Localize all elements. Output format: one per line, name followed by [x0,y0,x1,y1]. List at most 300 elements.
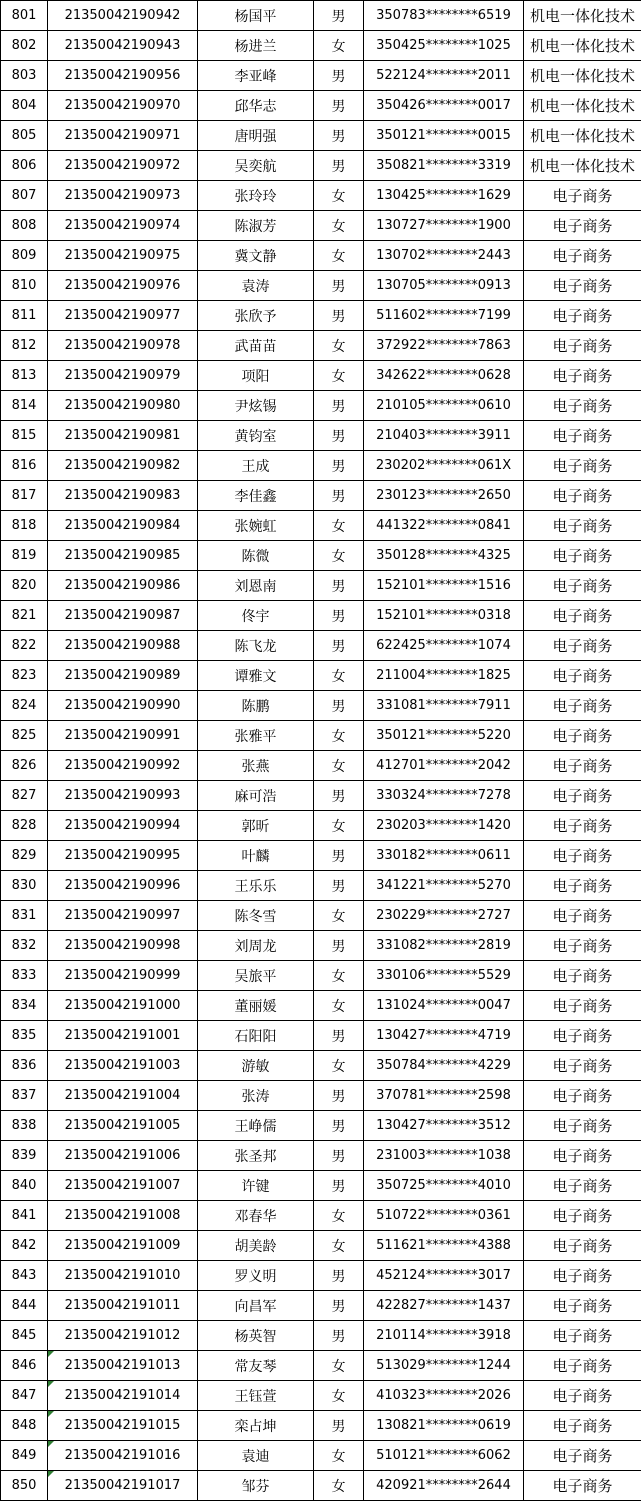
row-number-cell[interactable]: 815 [1,421,48,451]
gender-cell[interactable]: 男 [314,871,364,901]
student-id-cell[interactable]: 21350042190988 [48,631,198,661]
major-cell[interactable]: 电子商务 [524,811,641,841]
id-number-cell[interactable]: 370781********2598 [364,1081,524,1111]
major-cell[interactable]: 电子商务 [524,781,641,811]
row-number-cell[interactable]: 805 [1,121,48,151]
row-number-cell[interactable]: 839 [1,1141,48,1171]
student-id-cell[interactable]: 21350042190992 [48,751,198,781]
row-number-cell[interactable]: 808 [1,211,48,241]
id-number-cell[interactable]: 210403********3911 [364,421,524,451]
student-id-cell[interactable]: 21350042191004 [48,1081,198,1111]
name-cell[interactable]: 唐明强 [198,121,314,151]
row-number-cell[interactable]: 836 [1,1051,48,1081]
name-cell[interactable]: 陈鹏 [198,691,314,721]
gender-cell[interactable]: 男 [314,481,364,511]
major-cell[interactable]: 机电一体化技术 [524,151,641,181]
student-id-cell[interactable]: 21350042190942 [48,1,198,31]
row-number-cell[interactable]: 818 [1,511,48,541]
name-cell[interactable]: 王钰萱 [198,1381,314,1411]
major-cell[interactable]: 电子商务 [524,541,641,571]
name-cell[interactable]: 陈淑芳 [198,211,314,241]
id-number-cell[interactable]: 130427********4719 [364,1021,524,1051]
major-cell[interactable]: 电子商务 [524,361,641,391]
id-number-cell[interactable]: 230123********2650 [364,481,524,511]
major-cell[interactable]: 电子商务 [524,1321,641,1351]
major-cell[interactable]: 电子商务 [524,1081,641,1111]
gender-cell[interactable]: 男 [314,571,364,601]
name-cell[interactable]: 张婉虹 [198,511,314,541]
row-number-cell[interactable]: 844 [1,1291,48,1321]
name-cell[interactable]: 常友琴 [198,1351,314,1381]
name-cell[interactable]: 邱华志 [198,91,314,121]
id-number-cell[interactable]: 130705********0913 [364,271,524,301]
row-number-cell[interactable]: 850 [1,1471,48,1501]
student-id-cell[interactable]: 21350042190986 [48,571,198,601]
row-number-cell[interactable]: 849 [1,1441,48,1471]
row-number-cell[interactable]: 829 [1,841,48,871]
id-number-cell[interactable]: 350725********4010 [364,1171,524,1201]
major-cell[interactable]: 电子商务 [524,481,641,511]
student-id-cell[interactable]: 21350042190997 [48,901,198,931]
id-number-cell[interactable]: 372922********7863 [364,331,524,361]
major-cell[interactable]: 机电一体化技术 [524,61,641,91]
row-number-cell[interactable]: 813 [1,361,48,391]
major-cell[interactable]: 电子商务 [524,1351,641,1381]
row-number-cell[interactable]: 826 [1,751,48,781]
id-number-cell[interactable]: 130427********3512 [364,1111,524,1141]
gender-cell[interactable]: 女 [314,1051,364,1081]
student-id-cell[interactable]: 21350042190973 [48,181,198,211]
gender-cell[interactable]: 男 [314,91,364,121]
major-cell[interactable]: 电子商务 [524,691,641,721]
gender-cell[interactable]: 女 [314,511,364,541]
id-number-cell[interactable]: 452124********3017 [364,1261,524,1291]
name-cell[interactable]: 黄钧室 [198,421,314,451]
id-number-cell[interactable]: 522124********2011 [364,61,524,91]
row-number-cell[interactable]: 806 [1,151,48,181]
id-number-cell[interactable]: 330106********5529 [364,961,524,991]
gender-cell[interactable]: 男 [314,1141,364,1171]
gender-cell[interactable]: 女 [314,751,364,781]
major-cell[interactable]: 电子商务 [524,1201,641,1231]
gender-cell[interactable]: 男 [314,61,364,91]
major-cell[interactable]: 电子商务 [524,901,641,931]
major-cell[interactable]: 机电一体化技术 [524,31,641,61]
name-cell[interactable]: 杨国平 [198,1,314,31]
gender-cell[interactable]: 女 [314,811,364,841]
id-number-cell[interactable]: 420921********2644 [364,1471,524,1501]
row-number-cell[interactable]: 812 [1,331,48,361]
row-number-cell[interactable]: 810 [1,271,48,301]
student-id-cell[interactable]: 21350042191006 [48,1141,198,1171]
id-number-cell[interactable]: 130821********0619 [364,1411,524,1441]
row-number-cell[interactable]: 830 [1,871,48,901]
major-cell[interactable]: 电子商务 [524,1441,641,1471]
gender-cell[interactable]: 女 [314,1381,364,1411]
id-number-cell[interactable]: 622425********1074 [364,631,524,661]
major-cell[interactable]: 电子商务 [524,751,641,781]
student-id-cell[interactable]: 21350042191014 [48,1381,198,1411]
student-id-cell[interactable]: 21350042190974 [48,211,198,241]
name-cell[interactable]: 邹芬 [198,1471,314,1501]
student-id-cell[interactable]: 21350042190995 [48,841,198,871]
student-id-cell[interactable]: 21350042191008 [48,1201,198,1231]
name-cell[interactable]: 吴奕航 [198,151,314,181]
student-id-cell[interactable]: 21350042190987 [48,601,198,631]
student-id-cell[interactable]: 21350042190998 [48,931,198,961]
gender-cell[interactable]: 男 [314,121,364,151]
name-cell[interactable]: 王峥儒 [198,1111,314,1141]
row-number-cell[interactable]: 824 [1,691,48,721]
major-cell[interactable]: 电子商务 [524,1291,641,1321]
name-cell[interactable]: 张玲玲 [198,181,314,211]
major-cell[interactable]: 电子商务 [524,841,641,871]
name-cell[interactable]: 张涛 [198,1081,314,1111]
student-id-cell[interactable]: 21350042190976 [48,271,198,301]
row-number-cell[interactable]: 823 [1,661,48,691]
major-cell[interactable]: 电子商务 [524,1411,641,1441]
id-number-cell[interactable]: 511602********7199 [364,301,524,331]
gender-cell[interactable]: 男 [314,301,364,331]
row-number-cell[interactable]: 831 [1,901,48,931]
id-number-cell[interactable]: 350426********0017 [364,91,524,121]
name-cell[interactable]: 李亚峰 [198,61,314,91]
major-cell[interactable]: 电子商务 [524,1231,641,1261]
gender-cell[interactable]: 男 [314,1021,364,1051]
id-number-cell[interactable]: 350121********5220 [364,721,524,751]
name-cell[interactable]: 向昌军 [198,1291,314,1321]
major-cell[interactable]: 电子商务 [524,1471,641,1501]
name-cell[interactable]: 武苗苗 [198,331,314,361]
student-id-cell[interactable]: 21350042190984 [48,511,198,541]
id-number-cell[interactable]: 130727********1900 [364,211,524,241]
student-id-cell[interactable]: 21350042190956 [48,61,198,91]
name-cell[interactable]: 胡美龄 [198,1231,314,1261]
major-cell[interactable]: 电子商务 [524,211,641,241]
row-number-cell[interactable]: 835 [1,1021,48,1051]
gender-cell[interactable]: 女 [314,541,364,571]
major-cell[interactable]: 电子商务 [524,661,641,691]
id-number-cell[interactable]: 210105********0610 [364,391,524,421]
gender-cell[interactable]: 男 [314,1171,364,1201]
name-cell[interactable]: 张圣邦 [198,1141,314,1171]
student-id-cell[interactable]: 21350042191012 [48,1321,198,1351]
major-cell[interactable]: 电子商务 [524,1171,641,1201]
gender-cell[interactable]: 男 [314,1411,364,1441]
name-cell[interactable]: 杨进兰 [198,31,314,61]
name-cell[interactable]: 王乐乐 [198,871,314,901]
student-id-cell[interactable]: 21350042190991 [48,721,198,751]
row-number-cell[interactable]: 817 [1,481,48,511]
major-cell[interactable]: 电子商务 [524,241,641,271]
student-id-cell[interactable]: 21350042190978 [48,331,198,361]
row-number-cell[interactable]: 841 [1,1201,48,1231]
gender-cell[interactable]: 女 [314,331,364,361]
student-id-cell[interactable]: 21350042191003 [48,1051,198,1081]
gender-cell[interactable]: 男 [314,271,364,301]
id-number-cell[interactable]: 330324********7278 [364,781,524,811]
row-number-cell[interactable]: 803 [1,61,48,91]
major-cell[interactable]: 机电一体化技术 [524,91,641,121]
id-number-cell[interactable]: 130425********1629 [364,181,524,211]
row-number-cell[interactable]: 843 [1,1261,48,1291]
gender-cell[interactable]: 男 [314,1081,364,1111]
name-cell[interactable]: 谭雅文 [198,661,314,691]
id-number-cell[interactable]: 350821********3319 [364,151,524,181]
major-cell[interactable]: 电子商务 [524,301,641,331]
name-cell[interactable]: 张欣予 [198,301,314,331]
gender-cell[interactable]: 男 [314,391,364,421]
student-id-cell[interactable]: 21350042191016 [48,1441,198,1471]
name-cell[interactable]: 陈冬雪 [198,901,314,931]
id-number-cell[interactable]: 350425********1025 [364,31,524,61]
major-cell[interactable]: 机电一体化技术 [524,121,641,151]
gender-cell[interactable]: 女 [314,901,364,931]
name-cell[interactable]: 张燕 [198,751,314,781]
id-number-cell[interactable]: 441322********0841 [364,511,524,541]
gender-cell[interactable]: 女 [314,991,364,1021]
row-number-cell[interactable]: 837 [1,1081,48,1111]
row-number-cell[interactable]: 801 [1,1,48,31]
student-id-cell[interactable]: 21350042190979 [48,361,198,391]
id-number-cell[interactable]: 342622********0628 [364,361,524,391]
gender-cell[interactable]: 女 [314,31,364,61]
gender-cell[interactable]: 女 [314,961,364,991]
row-number-cell[interactable]: 834 [1,991,48,1021]
name-cell[interactable]: 刘恩南 [198,571,314,601]
name-cell[interactable]: 李佳鑫 [198,481,314,511]
row-number-cell[interactable]: 802 [1,31,48,61]
major-cell[interactable]: 电子商务 [524,601,641,631]
id-number-cell[interactable]: 210114********3918 [364,1321,524,1351]
id-number-cell[interactable]: 152101********0318 [364,601,524,631]
student-id-cell[interactable]: 21350042191015 [48,1411,198,1441]
id-number-cell[interactable]: 130702********2443 [364,241,524,271]
student-id-cell[interactable]: 21350042190985 [48,541,198,571]
major-cell[interactable]: 电子商务 [524,451,641,481]
major-cell[interactable]: 电子商务 [524,1141,641,1171]
student-id-cell[interactable]: 21350042190993 [48,781,198,811]
student-id-cell[interactable]: 21350042191013 [48,1351,198,1381]
major-cell[interactable]: 电子商务 [524,271,641,301]
student-id-cell[interactable]: 21350042191005 [48,1111,198,1141]
id-number-cell[interactable]: 513029********1244 [364,1351,524,1381]
name-cell[interactable]: 陈微 [198,541,314,571]
name-cell[interactable]: 石阳阳 [198,1021,314,1051]
name-cell[interactable]: 袁涛 [198,271,314,301]
student-id-cell[interactable]: 21350042191010 [48,1261,198,1291]
row-number-cell[interactable]: 840 [1,1171,48,1201]
id-number-cell[interactable]: 331082********2819 [364,931,524,961]
id-number-cell[interactable]: 341221********5270 [364,871,524,901]
gender-cell[interactable]: 女 [314,721,364,751]
gender-cell[interactable]: 女 [314,181,364,211]
name-cell[interactable]: 尹炫锡 [198,391,314,421]
gender-cell[interactable]: 男 [314,1291,364,1321]
row-number-cell[interactable]: 848 [1,1411,48,1441]
major-cell[interactable]: 电子商务 [524,1381,641,1411]
major-cell[interactable]: 电子商务 [524,331,641,361]
name-cell[interactable]: 项阳 [198,361,314,391]
gender-cell[interactable]: 男 [314,601,364,631]
id-number-cell[interactable]: 511621********4388 [364,1231,524,1261]
student-id-cell[interactable]: 21350042191009 [48,1231,198,1261]
name-cell[interactable]: 刘周龙 [198,931,314,961]
gender-cell[interactable]: 女 [314,1351,364,1381]
major-cell[interactable]: 电子商务 [524,421,641,451]
student-id-cell[interactable]: 21350042190982 [48,451,198,481]
student-id-cell[interactable]: 21350042191001 [48,1021,198,1051]
id-number-cell[interactable]: 331081********7911 [364,691,524,721]
major-cell[interactable]: 电子商务 [524,1261,641,1291]
id-number-cell[interactable]: 230229********2727 [364,901,524,931]
major-cell[interactable]: 电子商务 [524,631,641,661]
row-number-cell[interactable]: 822 [1,631,48,661]
id-number-cell[interactable]: 330182********0611 [364,841,524,871]
name-cell[interactable]: 陈飞龙 [198,631,314,661]
gender-cell[interactable]: 女 [314,661,364,691]
student-id-cell[interactable]: 21350042190999 [48,961,198,991]
row-number-cell[interactable]: 811 [1,301,48,331]
row-number-cell[interactable]: 821 [1,601,48,631]
row-number-cell[interactable]: 838 [1,1111,48,1141]
id-number-cell[interactable]: 350128********4325 [364,541,524,571]
name-cell[interactable]: 杨英智 [198,1321,314,1351]
major-cell[interactable]: 电子商务 [524,1051,641,1081]
name-cell[interactable]: 栾占坤 [198,1411,314,1441]
name-cell[interactable]: 佟宇 [198,601,314,631]
gender-cell[interactable]: 男 [314,1261,364,1291]
row-number-cell[interactable]: 807 [1,181,48,211]
row-number-cell[interactable]: 845 [1,1321,48,1351]
row-number-cell[interactable]: 842 [1,1231,48,1261]
name-cell[interactable]: 叶麟 [198,841,314,871]
student-id-cell[interactable]: 21350042190975 [48,241,198,271]
row-number-cell[interactable]: 820 [1,571,48,601]
student-id-cell[interactable]: 21350042190983 [48,481,198,511]
name-cell[interactable]: 麻可浩 [198,781,314,811]
row-number-cell[interactable]: 804 [1,91,48,121]
major-cell[interactable]: 机电一体化技术 [524,1,641,31]
name-cell[interactable]: 王成 [198,451,314,481]
row-number-cell[interactable]: 828 [1,811,48,841]
row-number-cell[interactable]: 819 [1,541,48,571]
student-id-cell[interactable]: 21350042191017 [48,1471,198,1501]
gender-cell[interactable]: 女 [314,1471,364,1501]
student-id-cell[interactable]: 21350042190981 [48,421,198,451]
gender-cell[interactable]: 男 [314,691,364,721]
major-cell[interactable]: 电子商务 [524,1111,641,1141]
gender-cell[interactable]: 男 [314,1,364,31]
row-number-cell[interactable]: 833 [1,961,48,991]
student-id-cell[interactable]: 21350042190972 [48,151,198,181]
name-cell[interactable]: 许键 [198,1171,314,1201]
major-cell[interactable]: 电子商务 [524,961,641,991]
name-cell[interactable]: 郭昕 [198,811,314,841]
gender-cell[interactable]: 女 [314,241,364,271]
gender-cell[interactable]: 男 [314,781,364,811]
row-number-cell[interactable]: 846 [1,1351,48,1381]
row-number-cell[interactable]: 809 [1,241,48,271]
id-number-cell[interactable]: 510722********0361 [364,1201,524,1231]
gender-cell[interactable]: 男 [314,421,364,451]
id-number-cell[interactable]: 350783********6519 [364,1,524,31]
gender-cell[interactable]: 男 [314,451,364,481]
name-cell[interactable]: 董丽媛 [198,991,314,1021]
gender-cell[interactable]: 男 [314,841,364,871]
id-number-cell[interactable]: 350121********0015 [364,121,524,151]
row-number-cell[interactable]: 832 [1,931,48,961]
major-cell[interactable]: 电子商务 [524,1021,641,1051]
id-number-cell[interactable]: 211004********1825 [364,661,524,691]
name-cell[interactable]: 张雅平 [198,721,314,751]
student-id-cell[interactable]: 21350042190971 [48,121,198,151]
gender-cell[interactable]: 男 [314,931,364,961]
major-cell[interactable]: 电子商务 [524,991,641,1021]
student-id-cell[interactable]: 21350042190996 [48,871,198,901]
gender-cell[interactable]: 女 [314,1231,364,1261]
gender-cell[interactable]: 女 [314,1441,364,1471]
major-cell[interactable]: 电子商务 [524,511,641,541]
name-cell[interactable]: 游敏 [198,1051,314,1081]
row-number-cell[interactable]: 814 [1,391,48,421]
gender-cell[interactable]: 女 [314,1201,364,1231]
student-id-cell[interactable]: 21350042190977 [48,301,198,331]
major-cell[interactable]: 电子商务 [524,571,641,601]
student-id-cell[interactable]: 21350042190980 [48,391,198,421]
gender-cell[interactable]: 男 [314,151,364,181]
id-number-cell[interactable]: 230202********061X [364,451,524,481]
gender-cell[interactable]: 男 [314,1111,364,1141]
name-cell[interactable]: 袁迪 [198,1441,314,1471]
student-id-cell[interactable]: 21350042190943 [48,31,198,61]
major-cell[interactable]: 电子商务 [524,181,641,211]
gender-cell[interactable]: 女 [314,361,364,391]
id-number-cell[interactable]: 131024********0047 [364,991,524,1021]
name-cell[interactable]: 罗义明 [198,1261,314,1291]
gender-cell[interactable]: 男 [314,631,364,661]
student-id-cell[interactable]: 21350042191007 [48,1171,198,1201]
id-number-cell[interactable]: 231003********1038 [364,1141,524,1171]
major-cell[interactable]: 电子商务 [524,931,641,961]
id-number-cell[interactable]: 422827********1437 [364,1291,524,1321]
id-number-cell[interactable]: 412701********2042 [364,751,524,781]
gender-cell[interactable]: 女 [314,211,364,241]
id-number-cell[interactable]: 350784********4229 [364,1051,524,1081]
student-id-cell[interactable]: 21350042190970 [48,91,198,121]
row-number-cell[interactable]: 816 [1,451,48,481]
student-id-cell[interactable]: 21350042191011 [48,1291,198,1321]
id-number-cell[interactable]: 230203********1420 [364,811,524,841]
student-id-cell[interactable]: 21350042191000 [48,991,198,1021]
row-number-cell[interactable]: 827 [1,781,48,811]
student-id-cell[interactable]: 21350042190990 [48,691,198,721]
name-cell[interactable]: 冀文静 [198,241,314,271]
id-number-cell[interactable]: 152101********1516 [364,571,524,601]
major-cell[interactable]: 电子商务 [524,871,641,901]
student-id-cell[interactable]: 21350042190994 [48,811,198,841]
major-cell[interactable]: 电子商务 [524,721,641,751]
row-number-cell[interactable]: 825 [1,721,48,751]
name-cell[interactable]: 吴旅平 [198,961,314,991]
major-cell[interactable]: 电子商务 [524,391,641,421]
student-id-cell[interactable]: 21350042190989 [48,661,198,691]
gender-cell[interactable]: 男 [314,1321,364,1351]
row-number-cell[interactable]: 847 [1,1381,48,1411]
name-cell[interactable]: 邓春华 [198,1201,314,1231]
id-number-cell[interactable]: 410323********2026 [364,1381,524,1411]
id-number-cell[interactable]: 510121********6062 [364,1441,524,1471]
